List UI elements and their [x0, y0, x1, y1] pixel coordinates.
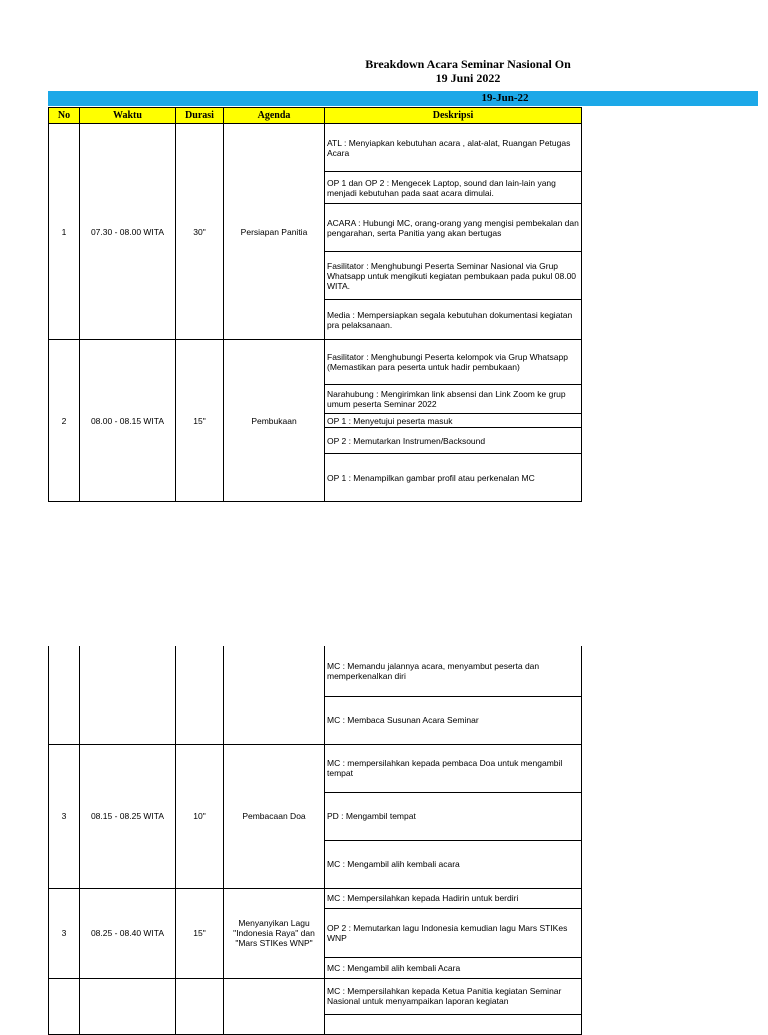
description-cell: OP 1 : Menampilkan gambar profil atau perkenalan MC	[325, 454, 582, 502]
row-no-continued	[49, 646, 80, 744]
description-cell: MC : Memandu jalannya acara, menyambut peserta dan memperkenalkan diri	[325, 646, 582, 696]
row-no: 1	[49, 124, 80, 340]
description-cell: OP 1 dan OP 2 : Mengecek Laptop, sound dan lain-lain yang menjadi kebutuhan pada saat acara dimulai.	[325, 172, 582, 204]
document-title: Breakdown Acara Seminar Nasional On	[365, 57, 571, 71]
row-agenda: Pembukaan	[224, 340, 325, 502]
description-cell: MC : Membaca Susunan Acara Seminar	[325, 696, 582, 744]
row-agenda: Persiapan Panitia	[224, 124, 325, 340]
table-row	[49, 744, 582, 792]
row-durasi: 15"	[176, 340, 224, 502]
header-row	[49, 108, 582, 124]
schedule-table-page-2	[48, 646, 582, 1035]
description-cell: Media : Mempersiapkan segala kebutuhan dokumentasi kegiatan pra pelaksanaan.	[325, 300, 582, 340]
description-cell: OP 1 : Menyetujui peserta masuk	[325, 414, 582, 428]
row-durasi: 30"	[176, 124, 224, 340]
description-cell: MC : Mempersilahkan kepada Ketua Panitia kegiatan Seminar Nasional untuk menyampaikan laporan kegiatan	[325, 978, 582, 1014]
description-cell: Fasilitator : Menghubungi Peserta Seminar Nasional via Grup Whatsapp untuk mengikuti kegiatan pembukaan pada pukul 08.00 WITA.	[325, 252, 582, 300]
date-band-label: 19-Jun-22	[481, 92, 529, 104]
row-agenda: Menyanyikan Lagu "Indonesia Raya" dan "Mars STIKes WNP"	[224, 888, 325, 978]
description-cell: ACARA : Hubungi MC, orang-orang yang mengisi pembekalan dan pengarahan, serta Panitia yang akan bertugas	[325, 204, 582, 252]
row-waktu	[80, 978, 176, 1034]
header-agenda: Agenda	[224, 108, 325, 124]
row-waktu: 08.15 - 08.25 WITA	[80, 744, 176, 888]
description-cell: PD : Mengambil tempat	[325, 792, 582, 840]
header-no: No	[49, 108, 80, 124]
row-agenda: Pembacaan Doa	[224, 744, 325, 888]
description-cell: Fasilitator : Menghubungi Peserta kelompok via Grup Whatsapp (Memastikan para peserta untuk hadir pembukaan)	[325, 340, 582, 385]
table-row	[49, 888, 582, 908]
row-waktu: 08.25 - 08.40 WITA	[80, 888, 176, 978]
row-no: 3	[49, 744, 80, 888]
row-agenda	[224, 978, 325, 1034]
row-durasi-continued	[176, 646, 224, 744]
schedule-table-page-1	[48, 107, 582, 502]
description-cell: Narahubung : Mengirimkan link absensi dan Link Zoom ke grup umum peserta Seminar 2022	[325, 385, 582, 414]
description-cell: OP 2 : Memutarkan lagu Indonesia kemudian lagu Mars STIKes WNP	[325, 908, 582, 957]
row-no	[49, 978, 80, 1034]
description-cell: MC : Mengambil alih kembali acara	[325, 840, 582, 888]
description-cell-empty	[325, 1014, 582, 1034]
row-no: 3	[49, 888, 80, 978]
table-row	[49, 646, 582, 696]
header-waktu: Waktu	[80, 108, 176, 124]
row-waktu: 07.30 - 08.00 WITA	[80, 124, 176, 340]
description-cell: ATL : Menyiapkan kebutuhan acara , alat-alat, Ruangan Petugas Acara	[325, 124, 582, 172]
table-row	[49, 978, 582, 1014]
row-durasi: 15"	[176, 888, 224, 978]
description-cell: MC : Mengambil alih kembali Acara	[325, 957, 582, 978]
row-durasi	[176, 978, 224, 1034]
header-durasi: Durasi	[176, 108, 224, 124]
row-agenda-continued	[224, 646, 325, 744]
table-row	[49, 340, 582, 385]
header-deskripsi: Deskripsi	[325, 108, 582, 124]
description-cell: MC : mempersilahkan kepada pembaca Doa untuk mengambil tempat	[325, 744, 582, 792]
row-no: 2	[49, 340, 80, 502]
row-waktu-continued	[80, 646, 176, 744]
description-cell: MC : Mempersilahkan kepada Hadirin untuk berdiri	[325, 888, 582, 908]
document-date-title: 19 Juni 2022	[435, 71, 501, 85]
table-row	[49, 124, 582, 172]
description-cell: OP 2 : Memutarkan Instrumen/Backsound	[325, 428, 582, 454]
row-durasi: 10"	[176, 744, 224, 888]
row-waktu: 08.00 - 08.15 WITA	[80, 340, 176, 502]
